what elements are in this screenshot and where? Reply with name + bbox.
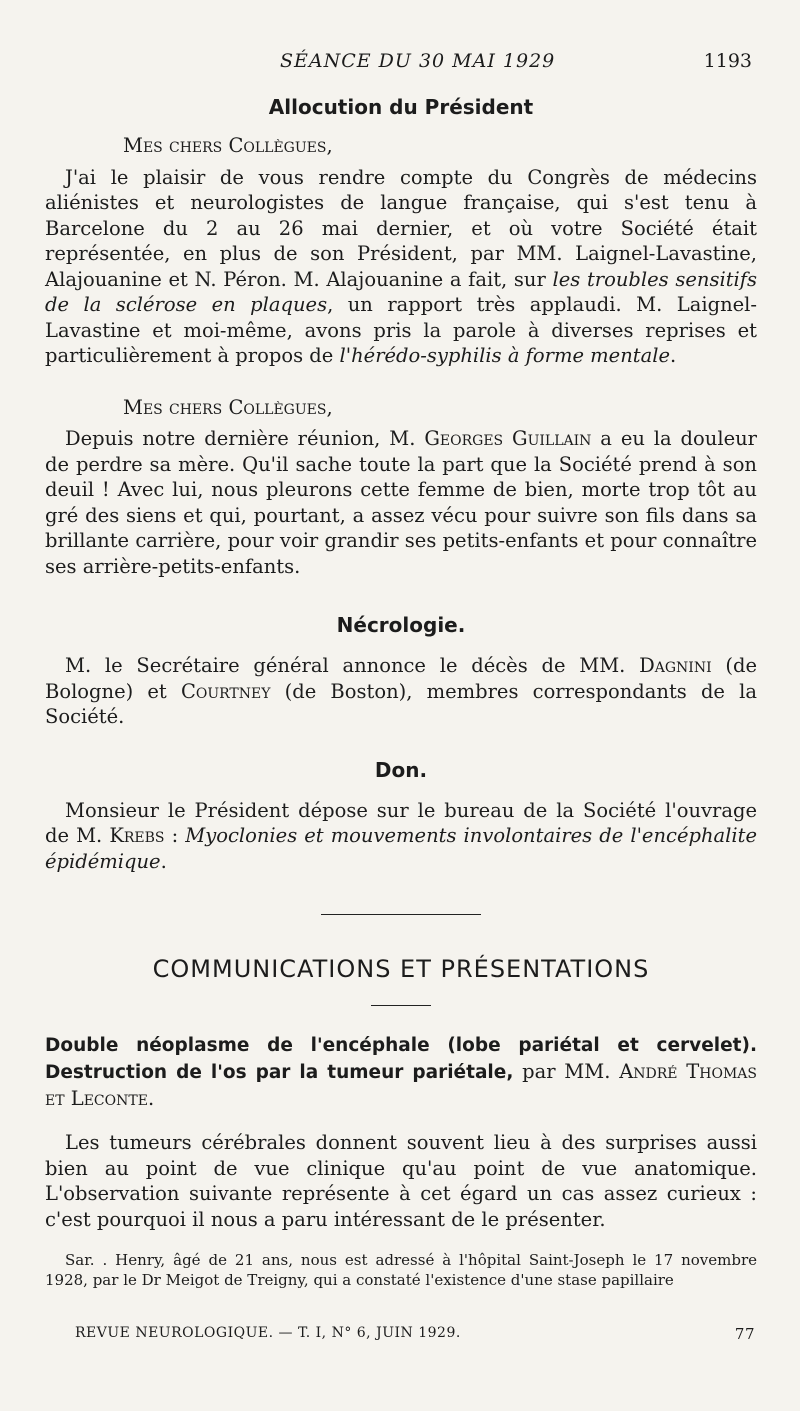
allocution-paragraph-2: Depuis notre dernière réunion, M. Georges Guillain a eu la douleur de perdre sa mère. Qu'il sache toute la part que la Société prend à son deuil ! Avec lui, nous pleurons cette femme de bien, morte trop tôt au gré des siens et qui, pourtant, a assez vécu pour suivre son fils dans sa brillante carrière, pour voir grandir ses petits-enfants et pour connaître ses arrière-petits-enfants. xyxy=(45,427,757,578)
page-footer xyxy=(75,1325,755,1341)
communications-title: COMMUNICATIONS ET PRÉSENTATIONS xyxy=(152,955,650,983)
journal-reference: REVUE NEUROLOGIQUE. — T. I, N° 6, JUIN 1929. xyxy=(75,1325,461,1341)
salutation: Mes chers Collègues, xyxy=(123,134,333,157)
allocution-title: Allocution du Président xyxy=(268,95,534,119)
don-title: Don. xyxy=(374,757,428,782)
don-paragraph: Monsieur le Président dépose sur le bureau de la Société l'ouvrage de M. Krebs : Myoclonies et mouvements involontaires de l'encéphalite épidémique. xyxy=(45,798,758,873)
page-content xyxy=(45,95,757,1290)
running-header xyxy=(0,50,800,80)
article-paragraph-1: Les tumeurs cérébrales donnent souvent lieu à des surprises aussi bien au point de vue clinique qu'au point de vue anatomique. L'observation suivante représente à cet égard un cas assez curieux : c'est pourquoi il nous a paru intéressant de le présenter. xyxy=(45,1131,757,1231)
article-title: Double néoplasme de l'encéphale (lobe pariétal et cervelet). Destruction de l'os par la tumeur pariétale, par MM. André Thomas et Leconte. xyxy=(45,1035,757,1110)
allocution-paragraph-1: J'ai le plaisir de vous rendre compte du Congrès de médecins aliénistes et neurologistes de langue française, qui s'est tenu à Barcelone du 2 au 26 mai dernier, et où votre Société était représentée, en plus de son Président, par MM. Laignel-Lavastine, Alajouanine et N. Péron. M. Alajouanine a fait, sur les troubles sensitifs de la sclérose en plaques, un rapport très applaudi. M. Laignel-Lavastine et moi-même, avons pris la parole à diverses reprises et particulièrement à propos de l'hérédo-syphilis à forme mentale. xyxy=(45,165,757,367)
observation-footnote: Sar. . Henry, âgé de 21 ans, nous est adressé à l'hôpital Saint-Joseph le 17 novembre 1928, par le Dr Meigot de Treigny, qui a constaté l'existence d'une stase papillaire xyxy=(45,1251,757,1289)
necrologie-title: Nécrologie. xyxy=(336,613,466,637)
necrologie-paragraph: M. le Secrétaire général annonce le décès de MM. Dagnini (de Bologne) et Courtney (de Boston), membres correspondants de la Société. xyxy=(45,654,757,728)
running-title: SÉANCE DU 30 MAI 1929 xyxy=(280,50,556,72)
salutation-2: Mes chers Collègues, xyxy=(123,395,333,419)
signature-mark: 77 xyxy=(734,1325,755,1343)
page-number: 1193 xyxy=(703,50,752,72)
